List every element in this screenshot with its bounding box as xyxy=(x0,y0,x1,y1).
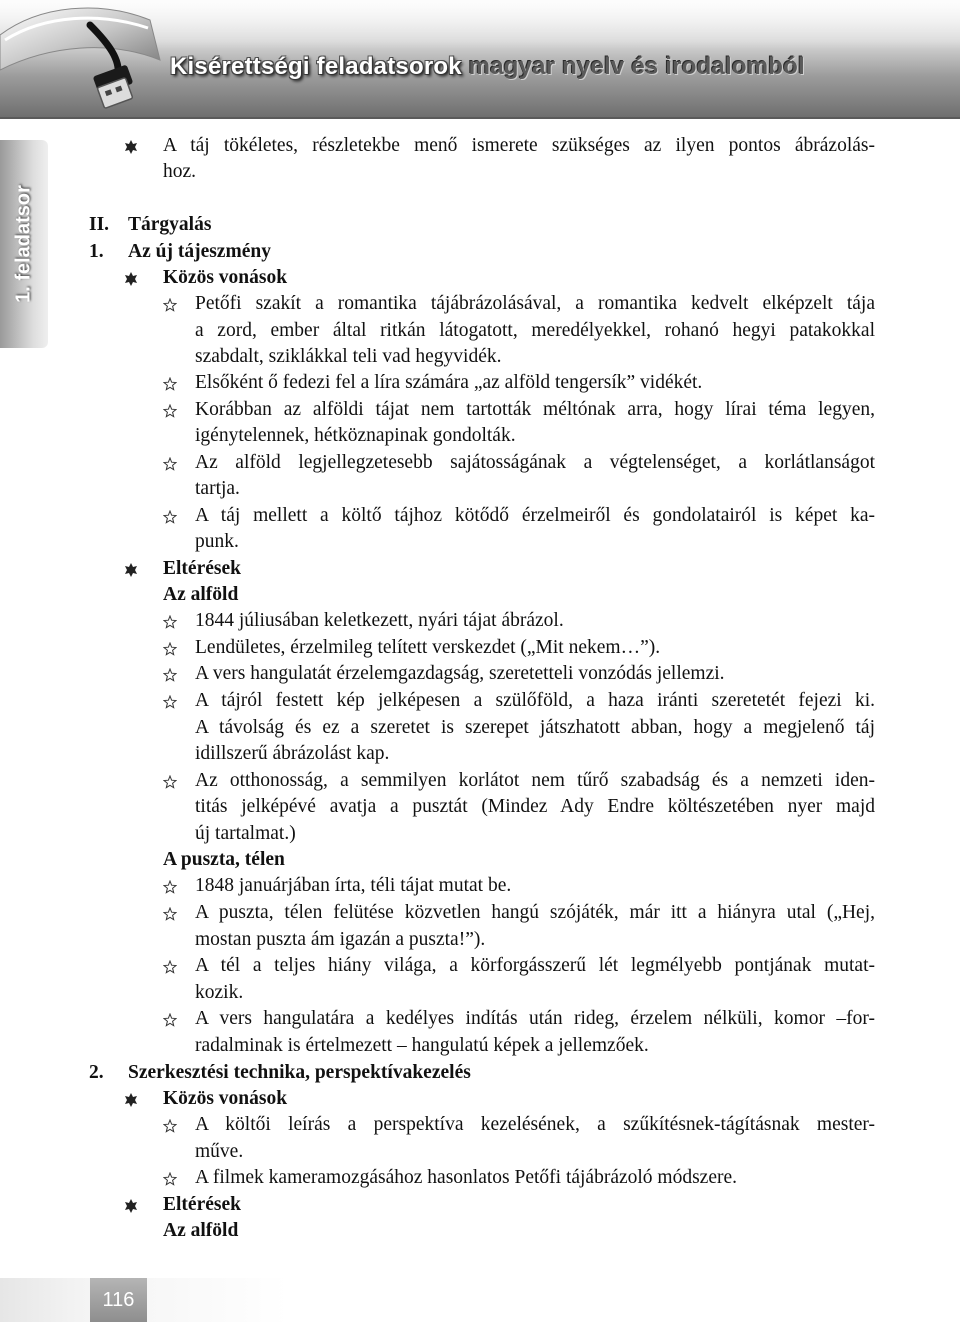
star-outline-bullet-icon xyxy=(163,457,177,471)
text-line: Lendületes, érzelmileg telített verskezdet („Mit nekem…”). xyxy=(195,637,661,658)
subheading: Közös vonások xyxy=(163,1088,288,1109)
text-line: Az otthonosság, a semmilyen korlátot nem tűrő szabadság és a nemzeti iden- xyxy=(195,770,875,791)
text-line: A filmek kameramozgásához hasonlatos Petőfi tájábrázoló módszere. xyxy=(195,1167,738,1188)
star-outline-bullet-icon xyxy=(163,298,177,312)
flower-bullet-icon xyxy=(124,272,138,286)
text-line: radalminak is értelmezett – hangulatú képek a jellemzőek. xyxy=(195,1035,649,1056)
star-outline-bullet-icon xyxy=(163,775,177,789)
section-heading: Tárgyalás xyxy=(128,214,212,235)
text-line: A költői leírás a perspektíva kezelésének, a szűkítésnek-tágításnak mester- xyxy=(195,1114,875,1135)
flower-bullet-icon xyxy=(124,140,138,154)
text-line: a zord, ember által ritkán látogatott, meredélyekkel, rohanó hegyi patakokkal xyxy=(195,320,875,341)
star-outline-bullet-icon xyxy=(163,695,177,709)
header-title-part2: magyar nyelv és irodalomból xyxy=(468,53,805,80)
section-heading: Szerkesztési technika, perspektívakezelés xyxy=(128,1062,471,1083)
star-outline-bullet-icon xyxy=(163,668,177,682)
star-outline-bullet-icon xyxy=(163,377,177,391)
chapter-side-tab-label: 1. feladatsor xyxy=(12,185,35,303)
text-line: új tartalmat.) xyxy=(195,823,296,844)
text-line: titás jelképévé avatja a pusztát (Mindez Ady Endre költészetében nyer majd xyxy=(195,796,875,817)
header-title-part1: Kisérettségi feladatsorok xyxy=(170,53,462,80)
star-outline-bullet-icon xyxy=(163,1119,177,1133)
subheading: Az alföld xyxy=(163,584,239,605)
text-line: szabdalt, sziklákkal teli vad hegyvidék. xyxy=(195,346,502,367)
star-outline-bullet-icon xyxy=(163,642,177,656)
section-number: 1. xyxy=(89,241,104,262)
star-outline-bullet-icon xyxy=(163,907,177,921)
text-line: A vers hangulatát érzelemgazdagság, szeretetteli vonzódás jellemzi. xyxy=(195,663,725,684)
page-header xyxy=(0,0,960,119)
text-line: idillszerű ábrázolást kap. xyxy=(195,743,390,764)
text-line: A tél a teljes hiány világa, a körforgásszerű lét legmélyebb pontjának mutat- xyxy=(195,955,875,976)
text-line: mostan puszta ám igazán a puszta!”). xyxy=(195,929,486,950)
star-outline-bullet-icon xyxy=(163,510,177,524)
flower-bullet-icon xyxy=(124,1199,138,1213)
flower-bullet-icon xyxy=(124,1093,138,1107)
section-number: II. xyxy=(89,214,110,235)
star-outline-bullet-icon xyxy=(163,1172,177,1186)
text-line: A távolság és ez a szeretet is szerepet játszhatott abban, hogy a megjelenő táj xyxy=(195,717,875,738)
flower-bullet-icon xyxy=(124,563,138,577)
text-line: A puszta, télen felütése közvetlen hangú szójáték, már itt a hiányra utal („Hej, xyxy=(195,902,875,923)
text-line: kozik. xyxy=(195,982,244,1003)
text-line: A vers hangulatára a kedélyes indítás után rideg, érzelem nélküli, komor –for- xyxy=(195,1008,875,1029)
text-line: műve. xyxy=(195,1141,244,1162)
text-line: A táj tökéletes, részletekbe menő ismerete szükséges az ilyen pontos ábrázolás- xyxy=(163,135,875,156)
subheading: Eltérések xyxy=(163,1194,241,1215)
subheading: A puszta, télen xyxy=(163,849,285,870)
text-line: hoz. xyxy=(163,161,197,182)
subheading: Eltérések xyxy=(163,558,241,579)
page-number: 116 xyxy=(102,1289,135,1311)
star-outline-bullet-icon xyxy=(163,960,177,974)
text-line: Elsőként ő fedezi fel a líra számára „az alföld tengersík” vidékét. xyxy=(195,372,703,393)
subheading: Az alföld xyxy=(163,1220,239,1241)
text-line: Petőfi szakít a romantika tájábrázolásával, a romantika kedvelt elképzelt tája xyxy=(195,293,875,314)
star-outline-bullet-icon xyxy=(163,880,177,894)
section-heading: Az új tájeszmény xyxy=(128,241,271,262)
text-line: tartja. xyxy=(195,478,240,499)
text-line: punk. xyxy=(195,531,239,552)
text-line: A tájról festett kép jelképesen a szülőföld, a haza iránti szeretetét fejezi ki. xyxy=(195,690,875,711)
usb-cable-icon xyxy=(0,0,170,117)
header-title xyxy=(170,53,805,81)
star-outline-bullet-icon xyxy=(163,404,177,418)
star-outline-bullet-icon xyxy=(163,615,177,629)
section-number: 2. xyxy=(89,1062,104,1083)
text-line: igénytelennek, hétköznapinak gondolták. xyxy=(195,425,516,446)
text-line: A táj mellett a költő tájhoz kötődő érzelmeiről és gondolatairól is képet ka- xyxy=(195,505,875,526)
subheading: Közös vonások xyxy=(163,267,288,288)
text-line: 1848 januárjában írta, téli tájat mutat be. xyxy=(195,875,512,896)
star-outline-bullet-icon xyxy=(163,1013,177,1027)
text-line: Az alföld legjellegzetesebb sajátosságának a végtelenséget, a korlátlanságot xyxy=(195,452,875,473)
text-line: 1844 júliusában keletkezett, nyári tájat ábrázol. xyxy=(195,610,564,631)
text-line: Korábban az alföldi tájat nem tartották méltónak arra, hogy lírai téma legyen, xyxy=(195,399,875,420)
